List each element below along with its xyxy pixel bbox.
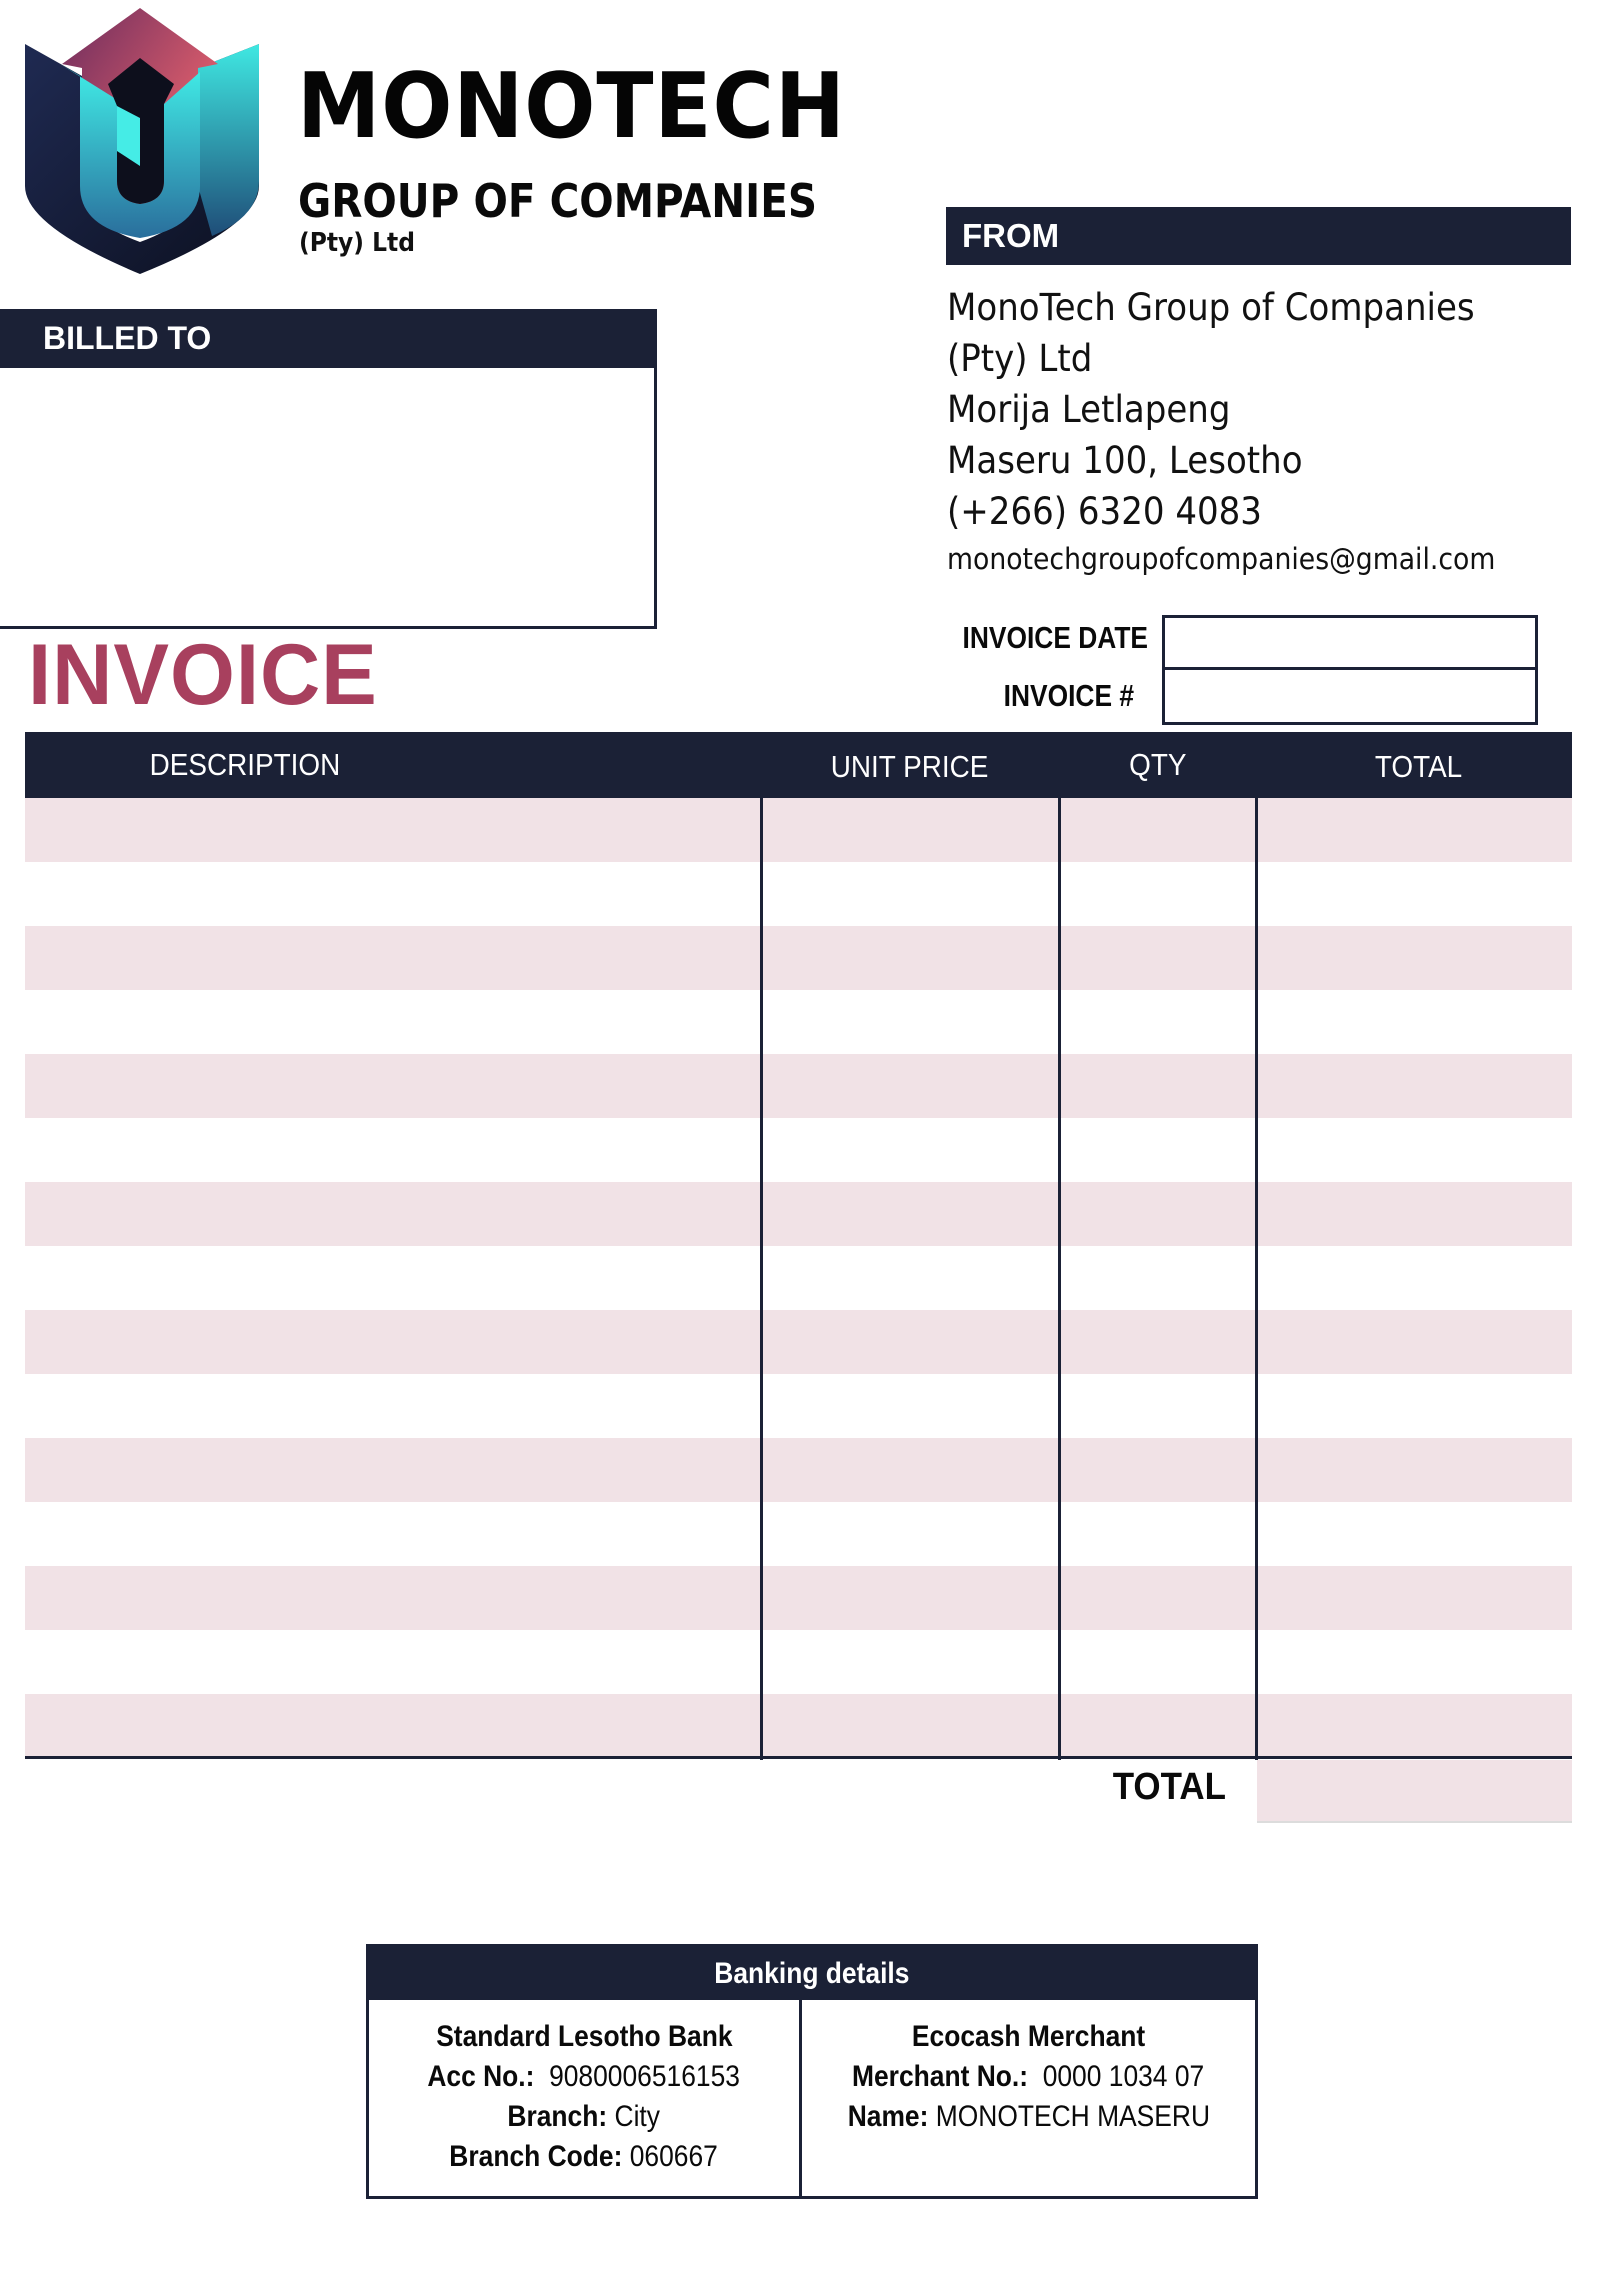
merchant-number-value: 0000 1034 07 (1043, 2060, 1205, 2093)
table-header (25, 732, 1572, 798)
branch-value: City (614, 2100, 661, 2133)
table-row[interactable] (25, 798, 1572, 862)
bank-account-details (369, 2017, 799, 2177)
table-row[interactable] (25, 1118, 1572, 1182)
merchant-name-label: Name: (847, 2100, 929, 2133)
column-header-unit-price (761, 732, 1059, 798)
total-label: TOTAL (1112, 1766, 1226, 1808)
from-email[interactable]: monotechgroupofcompanies@gmail.com (947, 542, 1496, 576)
column-header-qty-label: QTY (1128, 747, 1187, 782)
account-number-value: 9080006516153 (549, 2060, 741, 2093)
ecocash-details (802, 2017, 1255, 2137)
column-divider (760, 798, 763, 1760)
invoice-number-field[interactable] (1162, 667, 1538, 725)
column-divider (1058, 798, 1061, 1760)
table-row[interactable] (25, 926, 1572, 990)
table-row[interactable] (25, 1566, 1572, 1630)
table-row[interactable] (25, 1438, 1572, 1502)
banking-details-header (369, 1947, 1255, 2000)
column-header-qty (1059, 732, 1256, 798)
table-row[interactable] (25, 990, 1572, 1054)
company-name: MONOTECH (297, 54, 846, 159)
from-line-street: Morija Letlapeng (947, 388, 1231, 431)
column-header-total-label: TOTAL (1375, 749, 1463, 784)
merchant-name-value: MONOTECH MASERU (935, 2100, 1210, 2133)
total-value-field[interactable] (1257, 1760, 1572, 1823)
invoice-date-field[interactable] (1162, 615, 1538, 670)
merchant-number-label: Merchant No.: (852, 2060, 1029, 2093)
column-header-unit-price-label: UNIT PRICE (831, 749, 989, 784)
bank-branch-code-line (369, 2137, 799, 2177)
items-table (25, 732, 1572, 1760)
column-divider (1255, 798, 1258, 1760)
table-row[interactable] (25, 862, 1572, 926)
billed-to-field[interactable] (0, 368, 657, 629)
branch-code-label: Branch Code: (449, 2140, 623, 2173)
table-row[interactable] (25, 1374, 1572, 1438)
column-header-description-label: DESCRIPTION (149, 747, 341, 782)
from-line-city: Maseru 100, Lesotho (947, 439, 1303, 482)
invoice-number-label: INVOICE # (1003, 678, 1134, 713)
banking-details-title: Banking details (714, 1956, 910, 1990)
table-body (25, 798, 1572, 1758)
branch-label: Branch: (507, 2100, 608, 2133)
table-row[interactable] (25, 1246, 1572, 1310)
table-row[interactable] (25, 1502, 1572, 1566)
table-row[interactable] (25, 1630, 1572, 1694)
banking-details (366, 1944, 1258, 2199)
table-bottom-border (25, 1756, 1572, 1759)
ecocash-name-line (802, 2017, 1255, 2057)
branch-code-value: 060667 (630, 2140, 719, 2173)
from-line-company: MonoTech Group of Companies (947, 286, 1475, 329)
company-subtitle: GROUP OF COMPANIES (298, 174, 818, 228)
table-row[interactable] (25, 1310, 1572, 1374)
table-row[interactable] (25, 1694, 1572, 1758)
from-header (946, 207, 1571, 265)
shield-cube-logo-icon (22, 6, 262, 280)
from-line-phone: (+266) 6320 4083 (947, 490, 1262, 533)
bank-name: Standard Lesotho Bank (435, 2020, 733, 2053)
account-number-label: Acc No.: (427, 2060, 535, 2093)
invoice-title: INVOICE (28, 627, 378, 723)
column-header-total (1256, 732, 1572, 798)
bank-name-line (369, 2017, 799, 2057)
from-line-suffix: (Pty) Ltd (947, 337, 1093, 380)
ecocash-merchant-line (802, 2057, 1255, 2097)
from-address (947, 282, 1587, 581)
invoice-date-label: INVOICE DATE (962, 620, 1148, 655)
billed-to-label: BILLED TO (43, 320, 212, 356)
ecocash-title: Ecocash Merchant (911, 2020, 1146, 2053)
bank-account-line (369, 2057, 799, 2097)
table-row[interactable] (25, 1182, 1572, 1246)
column-header-description (25, 732, 465, 798)
from-label: FROM (962, 217, 1060, 254)
company-suffix: (Pty) Ltd (299, 228, 415, 258)
table-row[interactable] (25, 1054, 1572, 1118)
bank-branch-line (369, 2097, 799, 2137)
billed-to-header (0, 309, 657, 368)
ecocash-account-name-line (802, 2097, 1255, 2137)
